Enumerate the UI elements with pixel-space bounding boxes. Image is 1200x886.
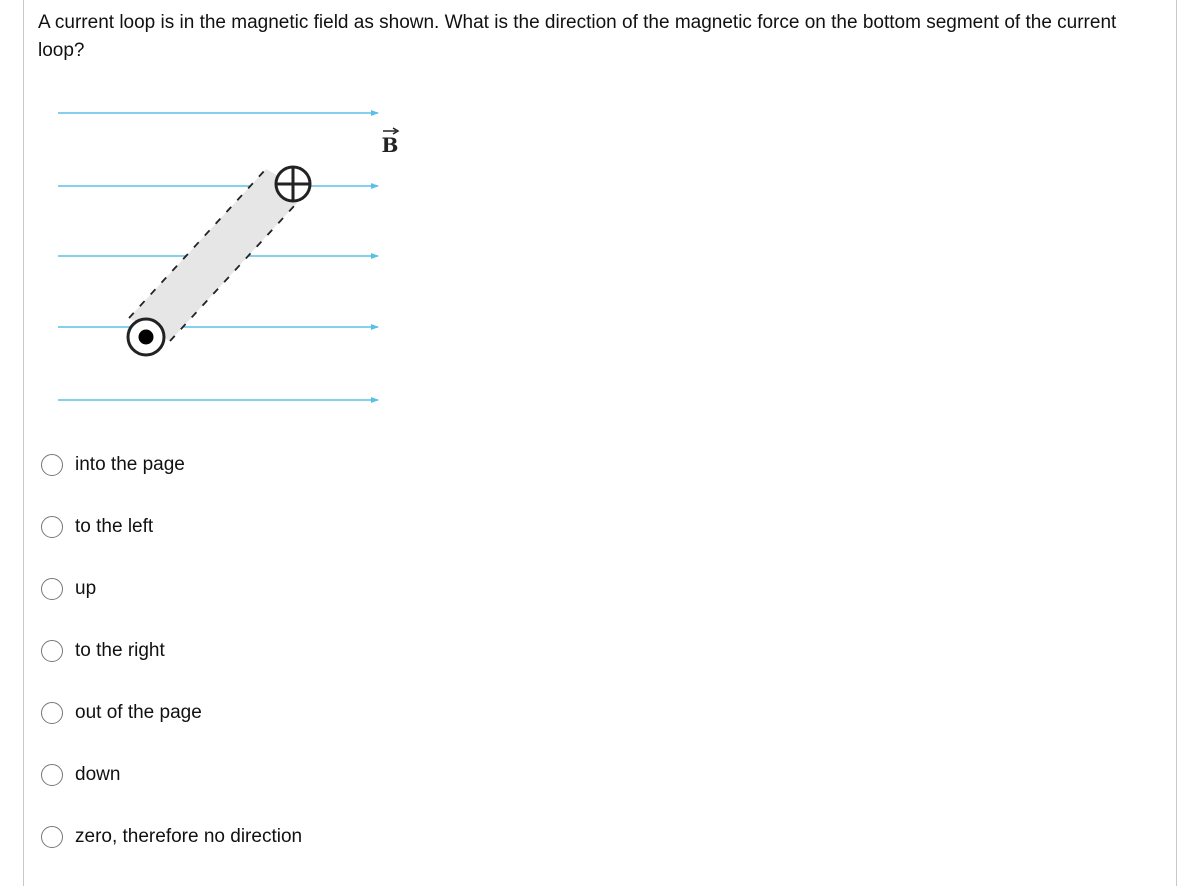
right-border [1176, 0, 1177, 886]
option-label: into the page [75, 454, 185, 475]
radio-button[interactable] [41, 578, 63, 600]
radio-button[interactable] [41, 826, 63, 848]
option-out-of-the-page[interactable] [41, 700, 302, 762]
field-diagram-svg [50, 92, 420, 412]
radio-button[interactable] [41, 454, 63, 476]
question-text: A current loop is in the magnetic field as shown. What is the direction of the magnetic force on the bottom segment of the current loop? [38, 12, 1117, 61]
option-label: up [75, 578, 97, 599]
radio-button[interactable] [41, 702, 63, 724]
radio-button[interactable] [41, 640, 63, 662]
option-to-the-right[interactable] [41, 638, 302, 700]
option-zero-no-direction[interactable] [41, 824, 302, 886]
option-label: down [75, 764, 121, 785]
radio-button[interactable] [41, 764, 63, 786]
option-to-the-left[interactable] [41, 514, 302, 576]
option-into-the-page[interactable] [41, 452, 302, 514]
left-border [23, 0, 24, 886]
option-down[interactable] [41, 762, 302, 824]
radio-button[interactable] [41, 516, 63, 538]
current-out-of-page-icon [128, 319, 164, 355]
option-label: to the left [75, 516, 154, 537]
answer-options [41, 452, 302, 886]
option-label: zero, therefore no direction [75, 826, 303, 847]
option-label: to the right [75, 640, 165, 661]
magnetic-field-figure [50, 92, 420, 412]
field-label-text: B [381, 133, 399, 157]
option-up[interactable] [41, 576, 302, 638]
current-into-page-icon [276, 167, 310, 201]
field-label-b [382, 128, 399, 157]
option-label: out of the page [75, 702, 202, 723]
